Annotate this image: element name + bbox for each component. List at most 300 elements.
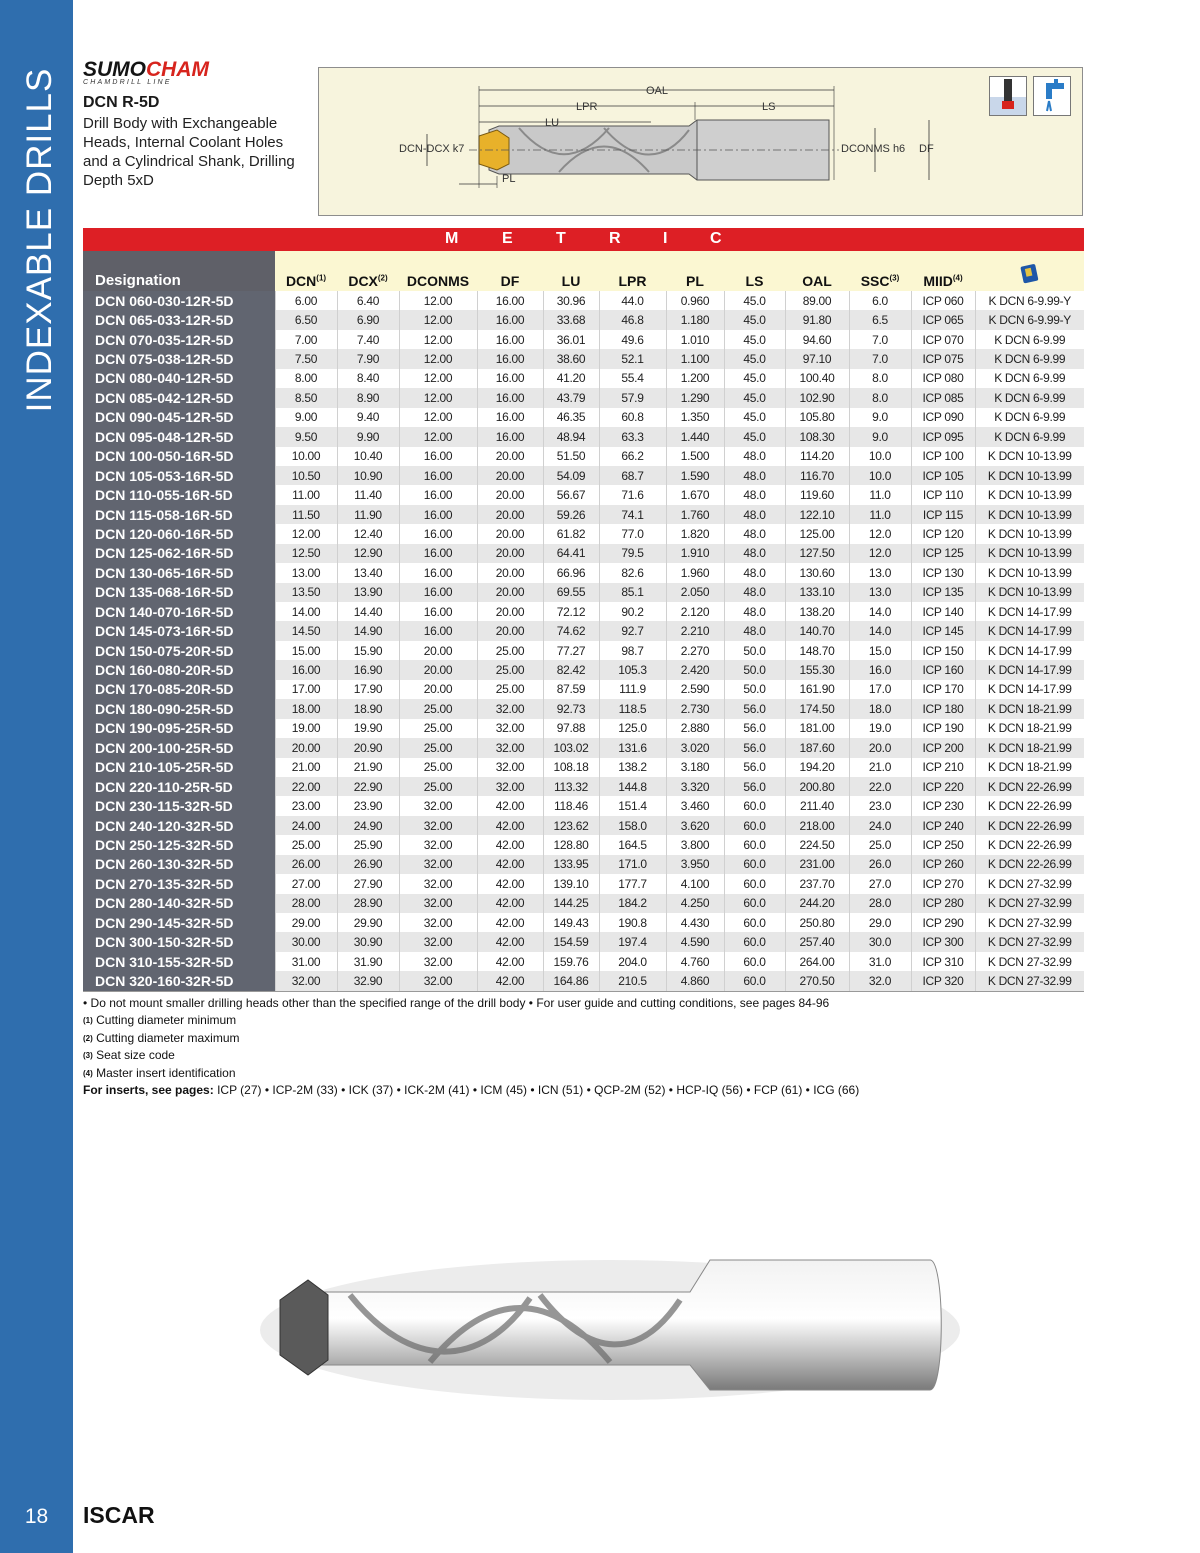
- table-cell: 116.70: [785, 466, 849, 485]
- footnote-1: $^{(1)}$ Cutting diameter minimum: [83, 1013, 237, 1028]
- table-cell: 19.0: [849, 719, 911, 738]
- table-cell: 6.00: [275, 291, 337, 310]
- section-title: INDEXABLE DRILLS: [20, 67, 59, 413]
- table-cell: 48.0: [724, 505, 785, 524]
- footnote-4: $^{(4)}$ Master insert identification: [83, 1065, 236, 1080]
- table-cell: 61.82: [543, 524, 599, 543]
- table-cell: 6.40: [337, 291, 399, 310]
- table-cell: 20.00: [399, 660, 477, 679]
- table-cell: 48.0: [724, 563, 785, 582]
- table-cell: 0.960: [666, 291, 724, 310]
- table-cell: 42.00: [477, 932, 543, 951]
- table-cell: 10.50: [275, 466, 337, 485]
- label-pl: PL: [502, 173, 516, 185]
- table-cell: 45.0: [724, 369, 785, 388]
- metric-table-wrap: [83, 228, 1084, 992]
- table-cell: 1.590: [666, 466, 724, 485]
- table-cell: 32.00: [399, 932, 477, 951]
- designation-cell: DCN 300-150-32R-5D: [83, 932, 275, 951]
- table-cell: 30.00: [275, 932, 337, 951]
- table-cell: 155.30: [785, 660, 849, 679]
- table-cell: 87.59: [543, 680, 599, 699]
- table-cell: 105.3: [599, 660, 666, 679]
- table-cell: 11.90: [337, 505, 399, 524]
- table-cell: 103.02: [543, 738, 599, 757]
- table-cell: 56.0: [724, 777, 785, 796]
- table-cell: 60.0: [724, 894, 785, 913]
- table-cell: K DCN 10-13.99: [975, 466, 1084, 485]
- table-cell: 69.55: [543, 583, 599, 602]
- table-cell: 44.0: [599, 291, 666, 310]
- table-cell: 4.430: [666, 913, 724, 932]
- table-cell: 20.00: [275, 738, 337, 757]
- table-cell: K DCN 14-17.99: [975, 621, 1084, 640]
- table-cell: 56.67: [543, 485, 599, 504]
- table-cell: 11.0: [849, 505, 911, 524]
- table-cell: 7.0: [849, 349, 911, 368]
- table-cell: 14.0: [849, 621, 911, 640]
- table-cell: 1.500: [666, 447, 724, 466]
- label-oal: OAL: [646, 85, 669, 97]
- table-cell: 42.00: [477, 913, 543, 932]
- table-cell: K DCN 27-32.99: [975, 874, 1084, 893]
- table-cell: 6.0: [849, 291, 911, 310]
- table-row: [83, 894, 1084, 913]
- table-row: [83, 388, 1084, 407]
- table-cell: 25.00: [477, 660, 543, 679]
- table-cell: 82.6: [599, 563, 666, 582]
- table-cell: ICP 260: [911, 855, 975, 874]
- table-cell: 54.09: [543, 466, 599, 485]
- table-cell: ICP 150: [911, 641, 975, 660]
- table-cell: 159.76: [543, 952, 599, 971]
- table-cell: 9.00: [275, 408, 337, 427]
- table-cell: 32.00: [399, 952, 477, 971]
- table-cell: ICP 280: [911, 894, 975, 913]
- table-cell: ICP 085: [911, 388, 975, 407]
- table-cell: 7.0: [849, 330, 911, 349]
- table-cell: 20.00: [399, 641, 477, 660]
- metric-letter: I: [663, 230, 668, 247]
- table-cell: 16.00: [399, 563, 477, 582]
- table-cell: K DCN 27-32.99: [975, 932, 1084, 951]
- table-cell: 138.20: [785, 602, 849, 621]
- table-cell: 51.50: [543, 447, 599, 466]
- table-cell: 13.0: [849, 583, 911, 602]
- table-cell: 32.00: [477, 719, 543, 738]
- table-cell: 60.0: [724, 835, 785, 854]
- table-cell: 31.00: [275, 952, 337, 971]
- table-cell: 105.80: [785, 408, 849, 427]
- designation-cell: DCN 280-140-32R-5D: [83, 894, 275, 913]
- table-cell: 224.50: [785, 835, 849, 854]
- table-cell: ICP 290: [911, 913, 975, 932]
- table-cell: 60.0: [724, 796, 785, 815]
- table-cell: 211.40: [785, 796, 849, 815]
- table-cell: 148.70: [785, 641, 849, 660]
- table-cell: 23.0: [849, 796, 911, 815]
- table-cell: 20.00: [477, 485, 543, 504]
- table-cell: 20.00: [477, 602, 543, 621]
- table-cell: 118.46: [543, 796, 599, 815]
- table-cell: ICP 100: [911, 447, 975, 466]
- table-cell: 60.0: [724, 971, 785, 991]
- table-cell: K DCN 22-26.99: [975, 816, 1084, 835]
- table-cell: 45.0: [724, 349, 785, 368]
- table-row: [83, 310, 1084, 329]
- table-cell: 250.80: [785, 913, 849, 932]
- designation-cell: DCN 160-080-20R-5D: [83, 660, 275, 679]
- table-row: [83, 427, 1084, 446]
- table-cell: K DCN 6-9.99: [975, 349, 1084, 368]
- table-cell: 21.0: [849, 758, 911, 777]
- table-row: [83, 874, 1084, 893]
- table-cell: 32.90: [337, 971, 399, 991]
- table-cell: 79.5: [599, 544, 666, 563]
- table-cell: ICP 060: [911, 291, 975, 310]
- table-cell: 100.40: [785, 369, 849, 388]
- table-cell: 16.00: [477, 291, 543, 310]
- label-df: DF: [919, 143, 934, 155]
- table-cell: 144.8: [599, 777, 666, 796]
- table-cell: 60.0: [724, 932, 785, 951]
- table-cell: 30.96: [543, 291, 599, 310]
- table-cell: 12.00: [399, 349, 477, 368]
- table-cell: 270.50: [785, 971, 849, 991]
- table-cell: 1.910: [666, 544, 724, 563]
- logo-sumo: SUMO: [83, 58, 146, 81]
- table-cell: 2.270: [666, 641, 724, 660]
- table-cell: 3.800: [666, 835, 724, 854]
- header-miid: MIID$^{(4)}$: [911, 251, 975, 291]
- table-cell: 45.0: [724, 291, 785, 310]
- header-pl: PL: [666, 251, 724, 291]
- table-cell: 59.26: [543, 505, 599, 524]
- table-row: [83, 349, 1084, 368]
- table-cell: 2.590: [666, 680, 724, 699]
- table-cell: 12.90: [337, 544, 399, 563]
- table-cell: 20.00: [477, 544, 543, 563]
- table-cell: 26.90: [337, 855, 399, 874]
- table-cell: 20.0: [849, 738, 911, 757]
- table-cell: 26.0: [849, 855, 911, 874]
- table-cell: 194.20: [785, 758, 849, 777]
- table-cell: K DCN 6-9.99-Y: [975, 291, 1084, 310]
- table-cell: K DCN 18-21.99: [975, 699, 1084, 718]
- metric-letter: C: [710, 230, 722, 247]
- table-cell: 94.60: [785, 330, 849, 349]
- table-cell: ICP 110: [911, 485, 975, 504]
- table-cell: 16.00: [399, 583, 477, 602]
- table-cell: 20.00: [477, 505, 543, 524]
- table-cell: 102.90: [785, 388, 849, 407]
- designation-cell: DCN 320-160-32R-5D: [83, 971, 275, 991]
- table-cell: 23.00: [275, 796, 337, 815]
- table-row: [83, 485, 1084, 504]
- table-cell: 10.0: [849, 466, 911, 485]
- table-cell: 16.00: [399, 544, 477, 563]
- table-cell: 144.25: [543, 894, 599, 913]
- metric-letter: T: [556, 230, 566, 247]
- table-cell: 1.290: [666, 388, 724, 407]
- table-cell: 14.50: [275, 621, 337, 640]
- table-cell: 57.9: [599, 388, 666, 407]
- table-cell: 22.00: [275, 777, 337, 796]
- table-cell: ICP 190: [911, 719, 975, 738]
- header-lu: LU: [543, 251, 599, 291]
- table-cell: 12.0: [849, 544, 911, 563]
- table-cell: K DCN 27-32.99: [975, 894, 1084, 913]
- table-cell: 14.00: [275, 602, 337, 621]
- table-cell: K DCN 27-32.99: [975, 913, 1084, 932]
- designation-cell: DCN 085-042-12R-5D: [83, 388, 275, 407]
- table-cell: 55.4: [599, 369, 666, 388]
- table-cell: 128.80: [543, 835, 599, 854]
- table-cell: 13.00: [275, 563, 337, 582]
- table-cell: K DCN 6-9.99-Y: [975, 310, 1084, 329]
- designation-cell: DCN 135-068-16R-5D: [83, 583, 275, 602]
- table-cell: 8.0: [849, 369, 911, 388]
- table-row: [83, 758, 1084, 777]
- table-cell: 12.00: [399, 369, 477, 388]
- table-cell: 23.90: [337, 796, 399, 815]
- header-lpr: LPR: [599, 251, 666, 291]
- table-cell: 113.32: [543, 777, 599, 796]
- table-cell: 2.420: [666, 660, 724, 679]
- table-cell: 16.00: [399, 466, 477, 485]
- table-cell: 1.960: [666, 563, 724, 582]
- table-row: [83, 971, 1084, 991]
- side-bar: [0, 0, 73, 1553]
- table-cell: 3.320: [666, 777, 724, 796]
- table-cell: 60.0: [724, 874, 785, 893]
- table-cell: 71.6: [599, 485, 666, 504]
- table-cell: 48.0: [724, 583, 785, 602]
- table-cell: K DCN 14-17.99: [975, 660, 1084, 679]
- table-cell: 12.00: [399, 291, 477, 310]
- table-cell: 32.00: [399, 835, 477, 854]
- table-cell: ICP 210: [911, 758, 975, 777]
- table-cell: 68.7: [599, 466, 666, 485]
- table-cell: 29.0: [849, 913, 911, 932]
- table-cell: 25.00: [399, 738, 477, 757]
- table-cell: 4.860: [666, 971, 724, 991]
- table-row: [83, 524, 1084, 543]
- table-cell: 20.00: [477, 466, 543, 485]
- table-cell: 50.0: [724, 660, 785, 679]
- table-cell: 8.50: [275, 388, 337, 407]
- table-cell: 42.00: [477, 971, 543, 991]
- table-cell: 42.00: [477, 952, 543, 971]
- table-cell: K DCN 27-32.99: [975, 952, 1084, 971]
- table-cell: 127.50: [785, 544, 849, 563]
- table-cell: 1.760: [666, 505, 724, 524]
- table-cell: 6.90: [337, 310, 399, 329]
- designation-cell: DCN 260-130-32R-5D: [83, 855, 275, 874]
- table-cell: 56.0: [724, 719, 785, 738]
- footer-brand: ISCAR: [83, 1502, 155, 1528]
- table-cell: 16.00: [399, 524, 477, 543]
- table-cell: 133.10: [785, 583, 849, 602]
- table-cell: 190.8: [599, 913, 666, 932]
- table-cell: 32.00: [399, 913, 477, 932]
- table-cell: 6.5: [849, 310, 911, 329]
- table-cell: 131.6: [599, 738, 666, 757]
- table-cell: 14.0: [849, 602, 911, 621]
- table-cell: 25.00: [399, 699, 477, 718]
- table-cell: 10.00: [275, 447, 337, 466]
- table-cell: 50.0: [724, 680, 785, 699]
- designation-cell: DCN 150-075-20R-5D: [83, 641, 275, 660]
- table-cell: ICP 105: [911, 466, 975, 485]
- table-cell: 26.00: [275, 855, 337, 874]
- table-row: [83, 641, 1084, 660]
- designation-cell: DCN 125-062-16R-5D: [83, 544, 275, 563]
- table-cell: 56.0: [724, 738, 785, 757]
- table-cell: 32.00: [399, 874, 477, 893]
- table-cell: 97.10: [785, 349, 849, 368]
- table-cell: 74.1: [599, 505, 666, 524]
- metric-letter: R: [609, 230, 621, 247]
- table-cell: 42.00: [477, 835, 543, 854]
- table-cell: 161.90: [785, 680, 849, 699]
- designation-cell: DCN 200-100-25R-5D: [83, 738, 275, 757]
- table-cell: 204.0: [599, 952, 666, 971]
- table-cell: 32.00: [477, 758, 543, 777]
- label-dconms: DCONMS h6: [841, 143, 906, 155]
- designation-cell: DCN 220-110-25R-5D: [83, 777, 275, 796]
- table-cell: ICP 230: [911, 796, 975, 815]
- table-cell: 45.0: [724, 330, 785, 349]
- sumocham-logo: [83, 58, 209, 86]
- table-cell: 3.180: [666, 758, 724, 777]
- table-cell: 48.0: [724, 602, 785, 621]
- table-cell: ICP 300: [911, 932, 975, 951]
- table-row: [83, 932, 1084, 951]
- table-body: [83, 291, 1084, 991]
- table-cell: 32.00: [477, 777, 543, 796]
- header-ssc: SSC$^{(3)}$: [849, 251, 911, 291]
- table-cell: ICP 200: [911, 738, 975, 757]
- table-cell: 164.86: [543, 971, 599, 991]
- table-cell: 25.00: [477, 641, 543, 660]
- table-cell: 13.50: [275, 583, 337, 602]
- table-cell: 2.120: [666, 602, 724, 621]
- table-cell: 22.0: [849, 777, 911, 796]
- table-cell: 12.00: [399, 310, 477, 329]
- table-cell: 13.0: [849, 563, 911, 582]
- footnote-2: $^{(2)}$ Cutting diameter maximum: [83, 1030, 240, 1045]
- table-cell: 20.00: [477, 583, 543, 602]
- table-cell: 1.820: [666, 524, 724, 543]
- table-cell: 1.180: [666, 310, 724, 329]
- table-cell: 90.2: [599, 602, 666, 621]
- table-cell: 8.0: [849, 388, 911, 407]
- table-cell: 133.95: [543, 855, 599, 874]
- table-row: [83, 563, 1084, 582]
- table-cell: 43.79: [543, 388, 599, 407]
- table-cell: 30.0: [849, 932, 911, 951]
- table-cell: 10.0: [849, 447, 911, 466]
- table-cell: 13.40: [337, 563, 399, 582]
- table-cell: 9.90: [337, 427, 399, 446]
- designation-cell: DCN 230-115-32R-5D: [83, 796, 275, 815]
- table-cell: 8.00: [275, 369, 337, 388]
- table-cell: 82.42: [543, 660, 599, 679]
- table-cell: 32.00: [399, 796, 477, 815]
- header-dconms: DCONMS: [399, 251, 477, 291]
- table-cell: 237.70: [785, 874, 849, 893]
- table-cell: 25.00: [399, 719, 477, 738]
- table-cell: 4.760: [666, 952, 724, 971]
- table-cell: 164.5: [599, 835, 666, 854]
- table-cell: 12.40: [337, 524, 399, 543]
- table-cell: 24.00: [275, 816, 337, 835]
- table-cell: 244.20: [785, 894, 849, 913]
- table-cell: 16.00: [399, 621, 477, 640]
- table-cell: 32.00: [477, 738, 543, 757]
- logo-cham: CHAM: [146, 58, 209, 81]
- table-cell: 111.9: [599, 680, 666, 699]
- table-row: [83, 544, 1084, 563]
- designation-cell: DCN 100-050-16R-5D: [83, 447, 275, 466]
- table-row: [83, 291, 1084, 310]
- table-cell: 16.00: [275, 660, 337, 679]
- table-row: [83, 855, 1084, 874]
- table-row: [83, 583, 1084, 602]
- table-cell: 48.0: [724, 621, 785, 640]
- table-cell: 200.80: [785, 777, 849, 796]
- table-cell: 12.0: [849, 524, 911, 543]
- table-cell: 12.50: [275, 544, 337, 563]
- table-row: [83, 835, 1084, 854]
- table-cell: 31.0: [849, 952, 911, 971]
- table-cell: 46.8: [599, 310, 666, 329]
- table-cell: ICP 125: [911, 544, 975, 563]
- designation-cell: DCN 140-070-16R-5D: [83, 602, 275, 621]
- table-cell: 16.00: [477, 408, 543, 427]
- header-dcn: DCN$^{(1)}$: [275, 251, 337, 291]
- table-cell: 56.0: [724, 699, 785, 718]
- table-cell: 60.0: [724, 816, 785, 835]
- table-cell: 45.0: [724, 427, 785, 446]
- header-dcx: DCX$^{(2)}$: [337, 251, 399, 291]
- designation-cell: DCN 120-060-16R-5D: [83, 524, 275, 543]
- table-cell: 32.00: [399, 855, 477, 874]
- table-cell: 11.0: [849, 485, 911, 504]
- table-cell: 7.50: [275, 349, 337, 368]
- table-cell: 46.35: [543, 408, 599, 427]
- table-cell: 42.00: [477, 874, 543, 893]
- product-code: DCN R-5D: [83, 94, 160, 111]
- table-cell: ICP 120: [911, 524, 975, 543]
- designation-cell: DCN 240-120-32R-5D: [83, 816, 275, 835]
- table-cell: 118.5: [599, 699, 666, 718]
- table-cell: 48.0: [724, 466, 785, 485]
- table-cell: 108.30: [785, 427, 849, 446]
- designation-cell: DCN 250-125-32R-5D: [83, 835, 275, 854]
- table-cell: 16.00: [477, 330, 543, 349]
- drill-drawing: [319, 68, 1084, 217]
- designation-cell: DCN 065-033-12R-5D: [83, 310, 275, 329]
- table-cell: 154.59: [543, 932, 599, 951]
- table-cell: 60.0: [724, 855, 785, 874]
- table-cell: 15.90: [337, 641, 399, 660]
- table-cell: 36.01: [543, 330, 599, 349]
- table-cell: 197.4: [599, 932, 666, 951]
- table-row: [83, 680, 1084, 699]
- table-cell: 108.18: [543, 758, 599, 777]
